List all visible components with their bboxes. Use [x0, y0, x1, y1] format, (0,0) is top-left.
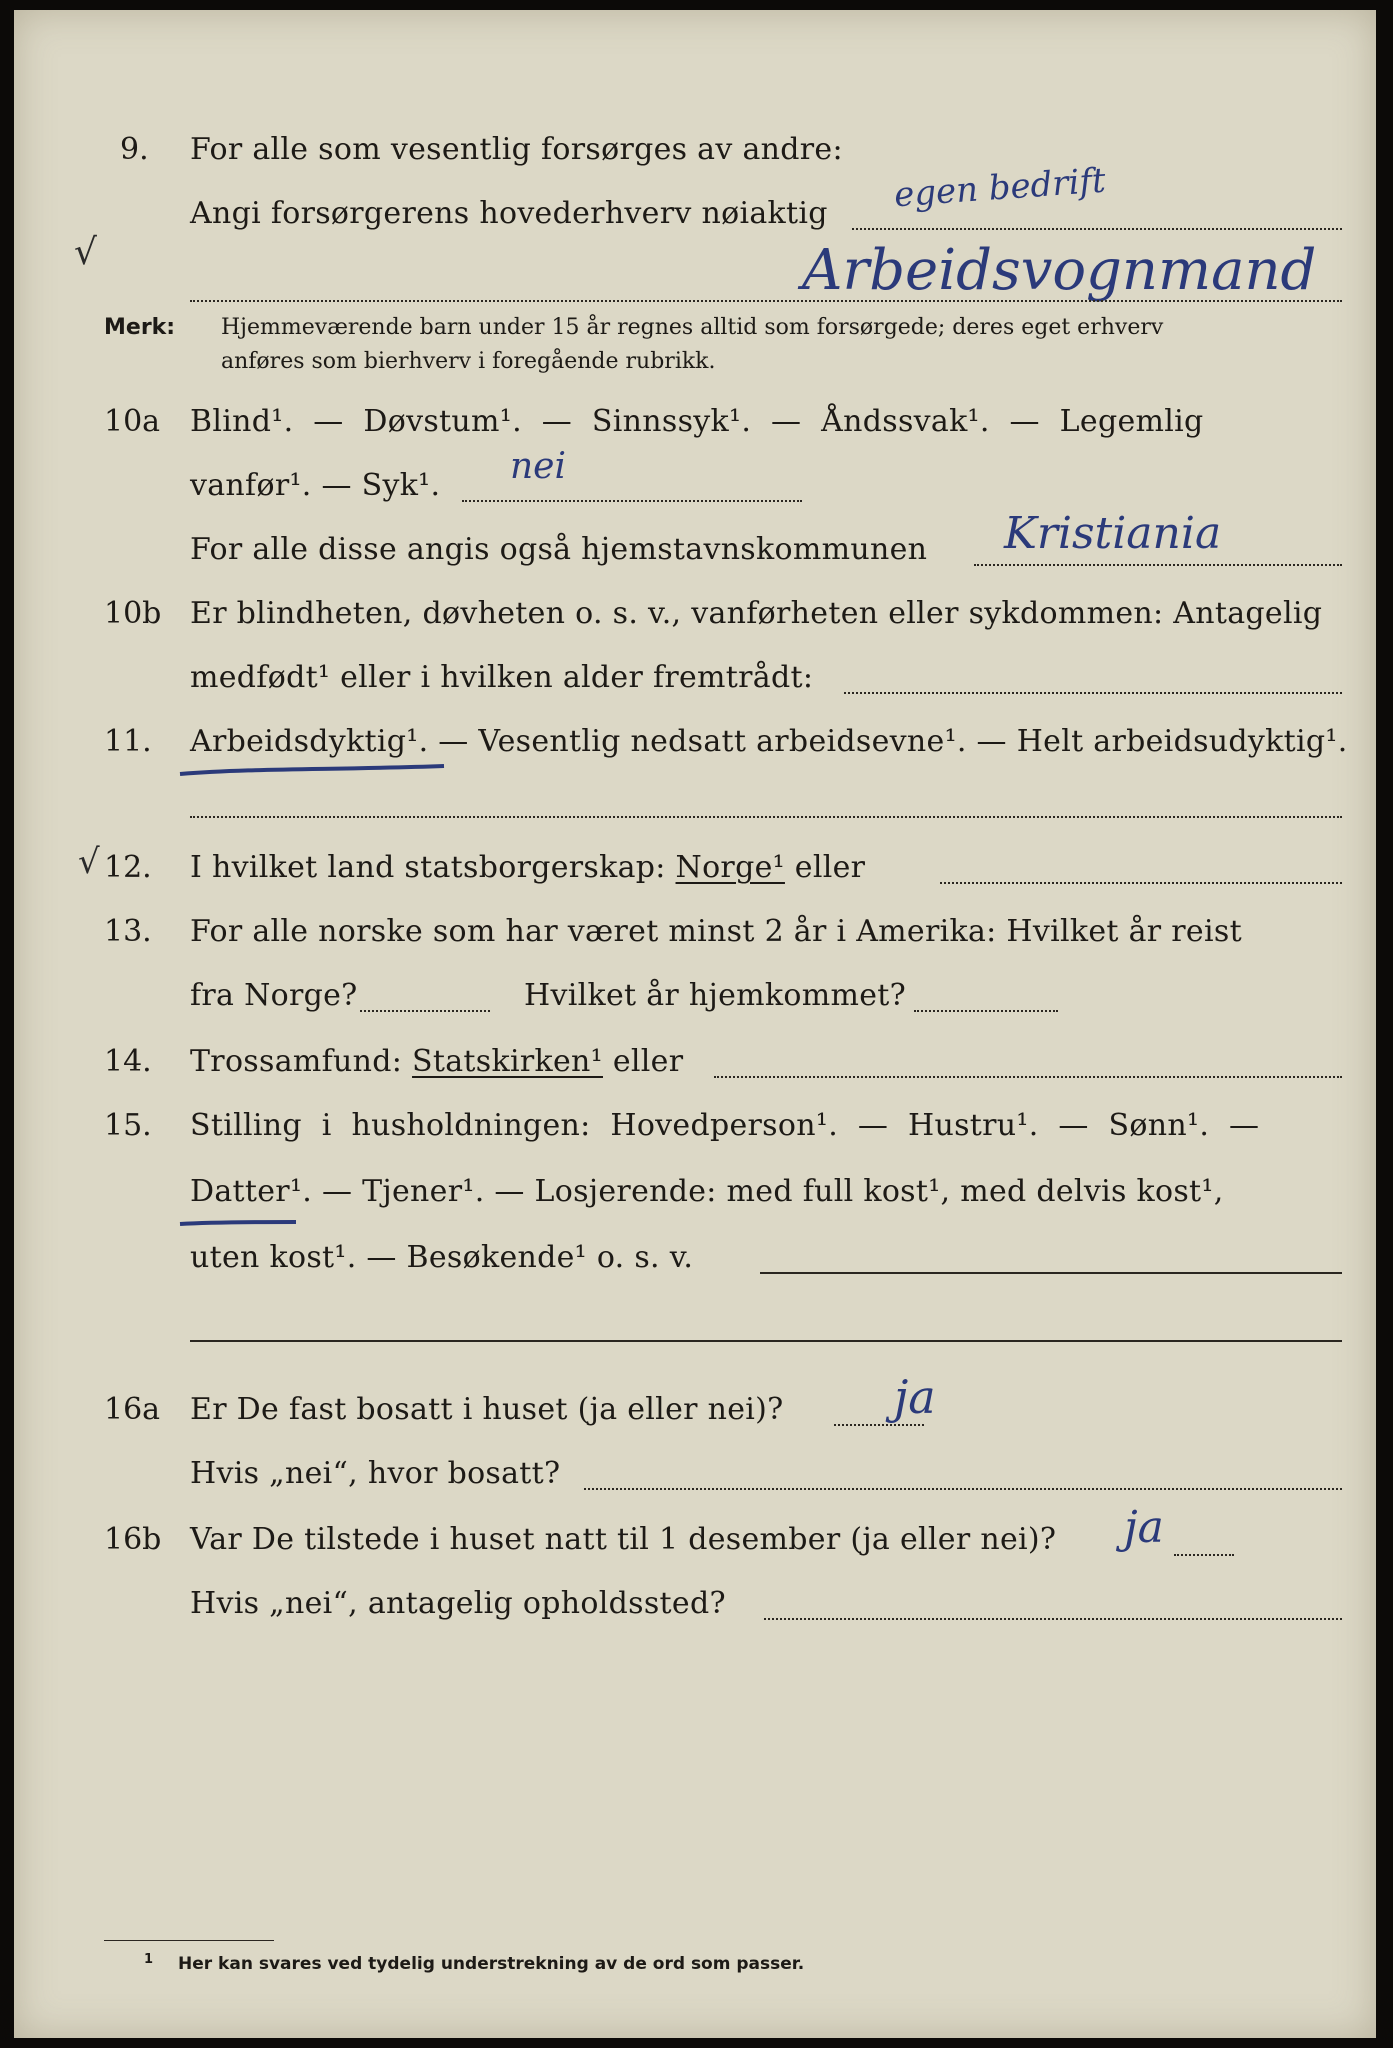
q9-number: 9. — [120, 132, 149, 167]
q10a-line3: For alle disse angis også hjemstavnskommunen — [190, 532, 928, 567]
q9-hand-answer: Arbeidsvognmand — [802, 238, 1317, 303]
q9-hand-note: egen bedrift — [892, 160, 1107, 216]
merk-label: Merk: — [104, 315, 176, 340]
margin-check-a: √ — [74, 232, 97, 273]
q13-line2a: fra Norge? — [190, 978, 358, 1013]
merk-line1: Hjemmeværende barn under 15 år regnes alltid som forsørgede; deres eget erhverv — [221, 315, 1164, 340]
q9-line2: Angi forsørgerens hovederhverv nøiaktig — [190, 196, 828, 231]
q14-option-statskirken: Statskirken¹ — [412, 1044, 603, 1079]
q10b-answer-line — [844, 692, 1342, 694]
q15-line3: uten kost¹. — Besøkende¹ o. s. v. — [190, 1240, 694, 1275]
q10b-line2: medfødt¹ eller i hvilken alder fremtrådt: — [190, 660, 814, 695]
q9-answer-line — [852, 228, 1342, 230]
q10a-answer-line-3 — [974, 564, 1342, 566]
merk-block — [104, 312, 175, 344]
q12-pre: I hvilket land statsborgerskap: — [190, 850, 676, 885]
q12-line — [190, 848, 865, 888]
q11-number: 11. — [104, 724, 152, 759]
q9-answer-line-2 — [190, 300, 1342, 302]
q16a-line2: Hvis „nei“, hvor bosatt? — [190, 1456, 561, 1491]
q11-rest: — Vesentlig nedsatt arbeidsevne¹. — Helt arbeidsudyktig¹. — [428, 724, 1348, 759]
q10a-hand-answer-3: Kristiania — [1004, 508, 1222, 559]
q14-pre: Trossamfund: — [190, 1044, 413, 1079]
q13-line1: For alle norske som har været minst 2 år i Amerika: Hvilket år reist — [190, 914, 1242, 949]
q16a-line1: Er De fast bosatt i huset (ja eller nei)? — [190, 1392, 784, 1427]
q16a-answer-line — [834, 1424, 924, 1426]
q9-line1: For alle som vesentlig forsørges av andre: — [190, 132, 843, 167]
q16b-opholdssted-line — [764, 1618, 1342, 1620]
q12-number: 12. — [104, 850, 152, 885]
q11-answer-line — [190, 816, 1342, 818]
q13-hjemkommet-line — [914, 1010, 1058, 1012]
q16a-hand-answer: ja — [894, 1370, 936, 1424]
merk-line2: anføres som bierhverv i foregående rubrikk. — [221, 349, 716, 374]
q15-answer-line — [760, 1272, 1342, 1274]
q16b-line2: Hvis „nei“, antagelig opholdssted? — [190, 1586, 726, 1621]
q13-number: 13. — [104, 914, 152, 949]
margin-check-b: √ — [78, 842, 100, 882]
q12-option-norge: Norge¹ — [675, 850, 785, 885]
q16b-line1: Var De tilstede i huset natt til 1 desember (ja eller nei)? — [190, 1522, 1057, 1557]
q15-underline-mark — [174, 1216, 314, 1230]
q13-reist-line — [360, 1010, 490, 1012]
q10a-number: 10a — [104, 404, 161, 439]
q14-answer-line — [714, 1076, 1342, 1078]
q15-line2-rest: — Tjener¹. — Losjerende: med full kost¹, med delvis kost¹, — [312, 1174, 1224, 1209]
q13-line2b: Hvilket år hjemkommet? — [524, 978, 907, 1013]
q10a-hand-answer: nei — [510, 446, 567, 487]
q12-post: eller — [784, 850, 866, 885]
q14-number: 14. — [104, 1044, 152, 1079]
q10a-line2: vanfør¹. — Syk¹. — [190, 468, 441, 503]
q11-underline-mark — [174, 762, 474, 782]
q15-line2 — [190, 1172, 1224, 1212]
footnote-mark: 1 — [144, 1952, 154, 1967]
q16b-answer-line — [1174, 1554, 1234, 1556]
q16a-number: 16a — [104, 1392, 161, 1427]
q14-post: eller — [602, 1044, 684, 1079]
q16b-hand-answer: ja — [1124, 1502, 1164, 1553]
footnote-rule — [104, 1940, 274, 1941]
q15-option-datter: Datter¹. — [190, 1174, 313, 1209]
footnote-text: Her kan svares ved tydelig understrekning av de ord som passer. — [178, 1954, 805, 1974]
q11-option-arbeidsdyktig: Arbeidsdyktig¹. — [190, 724, 429, 759]
q15-answer-line-2 — [190, 1340, 1342, 1342]
q12-answer-line — [940, 882, 1342, 884]
q14-line — [190, 1042, 683, 1082]
q16b-number: 16b — [104, 1522, 162, 1557]
q11-line — [190, 722, 1348, 762]
q15-number: 15. — [104, 1108, 152, 1143]
q10a-line1: Blind¹. — Døvstum¹. — Sinnssyk¹. — Åndssvak¹. — Legemlig — [190, 404, 1204, 439]
q10b-line1: Er blindheten, døvheten o. s. v., vanførheten eller sykdommen: Antagelig — [190, 596, 1323, 631]
q15-line1: Stilling i husholdningen: Hovedperson¹. — Hustru¹. — Sønn¹. — — [190, 1108, 1260, 1143]
census-form-page — [14, 10, 1376, 2038]
q10a-answer-line — [462, 500, 802, 502]
q16a-bosatt-line — [584, 1488, 1342, 1490]
q10b-number: 10b — [104, 596, 162, 631]
